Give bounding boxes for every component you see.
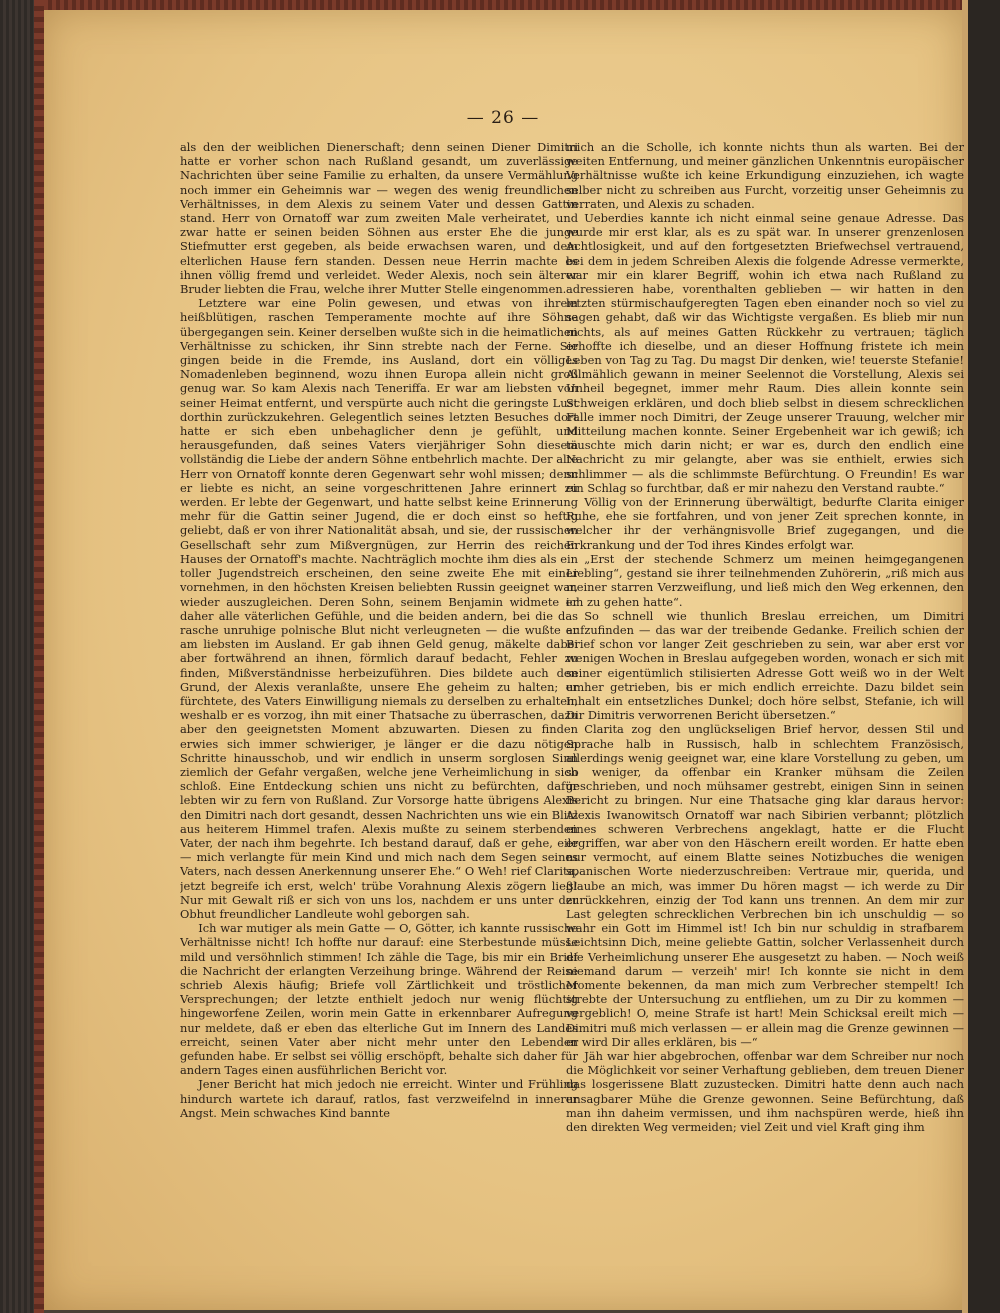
paragraph: mich an die Scholle, ich konnte nichts thun als warten. Bei der weiten Entfernung, und meiner gänzlichen Unkenntnis europäischer Verhältnisse wußte ich keine Erkundigung einzuziehen, ich wagte selber nicht zu schreiben aus Furcht, vorzeitig unser Geheimnis zu verraten, und Alexis zu schaden. bbox=[566, 140, 964, 211]
paragraph: Clarita zog den unglückseligen Brief hervor, dessen Stil und Sprache halb in Russisch, halb in schlechtem Französisch, allerdings wenig geeignet war, eine klare Vorstellung zu geben, um so weniger, da offenbar ein Kranker mühsam die Zeilen geschrieben, und noch mühsamer gestrebt, einigen Sinn in seinen Bericht zu bringen. Nur eine Thatsache ging klar daraus hervor: Alexis Iwanowitsch Ornatoff war nach Sibirien verbannt; plötzlich eines schweren Verbrechens angeklagt, hatte er die Flucht ergriffen, war aber von den Häschern ereilt worden. Er hatte eben nur vermocht, auf einem Blatte seines Notizbuches die wenigen spanischen Worte niederzuschreiben: Vertraue mir, querida, und glaube an mich, was immer Du hören magst — ich werde zu Dir zurückkehren, einzig der Tod kann uns trennen. An dem mir zur Last gelegten schrecklichen Verbrechen bin ich unschuldig — so wahr ein Gott im Himmel ist! Ich bin nur schuldig in strafbarem Leichtsinn Dich, meine geliebte Gattin, solcher Verlassenheit durch die Verheimlichung unserer Ehe ausgesetzt zu haben. — Noch weiß niemand darum — verzeih' mir! Ich konnte sie nicht in dem Momente bekennen, da man mich zum Verbrecher stempelt! Ich strebte der Untersuchung zu entfliehen, um zu Dir zu kommen — vergeblich! O, meine Strafe ist hart! Mein Schicksal ereilt mich — Dimitri muß mich verlassen — er allein mag die Grenze gewinnen — er wird Dir alles erklären, bis —“ bbox=[566, 722, 964, 1049]
binding-spine bbox=[34, 0, 44, 1313]
paragraph: „Erst der stechende Schmerz um meinen heimgegangenen Liebling“, gestand sie ihrer teilnehmenden Zuhörerin, „riß mich aus meiner starren Verzweiflung, und ließ mich den Weg erkennen, den ich zu gehen hatte“. bbox=[566, 551, 964, 609]
left-column bbox=[180, 140, 578, 1250]
paragraph: Jäh war hier abgebrochen, offenbar war dem Schreiber nur noch die Möglichkeit vor seiner Verhaftung geblieben, dem treuen Diener das losgerissene Blatt zuzustecken. Dimitri hatte denn auch nach unsagbarer Mühe die Grenze gewonnen. Seine Befürchtung, daß man ihn daheim vermissen, und ihm nachspüren werde, hieß ihn den direkten Weg vermeiden; viel Zeit und viel Kraft ging ihm bbox=[566, 1049, 964, 1135]
paragraph: Letztere war eine Polin gewesen, und etwas von ihrem heißblütigen, raschen Temperamente mochte auf ihre Söhne übergegangen sein. Keiner derselben wußte sich in die heimatlichen Verhältnisse zu schicken, ihr Sinn strebte nach der Ferne. Sie gingen beide in die Fremde, ins Ausland, dort ein völliges Nomadenleben beginnend, wozu ihnen Europa allein nicht groß genug war. So kam Alexis nach Teneriffa. Er war am liebsten von seiner Heimat entfernt, und verspürte auch nicht die geringste Lust dorthin zurückzukehren. Gelegentlich seines letzten Besuches dort hatte er sich eben unbehaglicher denn je gefühlt, und herausgefunden, daß seines Vaters vierjähriger Sohn diesem vollständig die Liebe der andern Söhne entbehrlich machte. Der alte Herr von Ornatoff konnte deren Gegenwart sehr wohl missen; denn er liebte es nicht, an seine vorgeschrittenen Jahre erinnert zu werden. Er lebte der Gegenwart, und hatte selbst keine Erinnerung mehr für die Gattin seiner Jugend, die er doch einst so heftig geliebt, daß er von ihrer Nationalität absah, und sie, der russischen Gesellschaft sehr zum Mißvergnügen, zur Herrin des reichen Hauses der Ornatoff's machte. Nachträglich mochte ihm dies als ein toller Jugendstreich erscheinen, den seine zweite Ehe mit einer vornehmen, in den höchsten Kreisen beliebten Russin geeignet war, wieder auszugleichen. Deren Sohn, seinem Benjamin widmete er daher alle väterlichen Gefühle, und die beiden andern, bei die das rasche unruhige polnische Blut nicht verleugneten — die wußte er am liebsten im Ausland. Er gab ihnen Geld genug, mäkelte dabei aber fortwährend an ihnen, förmlich darauf bedacht, Fehler zu finden, Mißverständnisse herbeizuführen. Dies bildete auch den Grund, der Alexis veranlaßte, unsere Ehe geheim zu halten; er fürchtete, des Vaters Einwilligung niemals zu derselben zu erhalten, weshalb er es vorzog, ihn mit einer Thatsache zu überraschen, dazu aber den geeignetsten Moment abzuwarten. Diesen zu finden erwies sich immer schwieriger, je länger er die dazu nötigen Schritte hinausschob, und wir endlich in unserm sorglosen Sinn ziemlich der Gefahr vergaßen, welche jene Verheimlichung in sich schloß. Eine Entdeckung schien uns nicht zu befürchten, dafür lebten wir zu fern von Rußland. Zur Vorsorge hatte übrigens Alexis den Dimitri nach dort gesandt, dessen Nachrichten uns wie ein Blitz aus heiterem Himmel trafen. Alexis mußte zu seinem sterbenden Vater, der nach ihm begehrte. Ich bestand darauf, daß er gehe, eile — mich verlangte für mein Kind und mich nach dem Segen seines Vaters, nach dessen Anerkennung unserer Ehe.“ O Weh! rief Clarita, jetzt begreife ich erst, welch' trübe Vorahnung Alexis zögern ließ! Nur mit Gewalt riß er sich von uns los, nachdem er uns unter der Obhut freundlicher Landleute wohl geborgen sah. bbox=[180, 296, 578, 921]
book-binding bbox=[0, 0, 34, 1313]
paragraph: Ich war mutiger als mein Gatte — O, Götter, ich kannte russische Verhältnisse nicht! Ich hoffte nur darauf: eine Sterbestunde müsse mild und versöhnlich stimmen! Ich zähle die Tage, bis mir ein Brief die Nachricht der erlangten Verzeihung bringe. Während der Reise schrieb Alexis häufig; Briefe voll Zärtlichkeit und tröstlicher Versprechungen; der letzte enthielt jedoch nur wenig flüchtig hingeworfene Zeilen, worin mein Gatte in erkennbarer Aufregung nur meldete, daß er eben das elterliche Gut im Innern des Landes erreicht, seinen Vater aber nicht mehr unter den Lebenden gefunden habe. Er selbst sei völlig erschöpft, behalte sich daher für andern Tages einen ausführlichen Bericht vor. bbox=[180, 921, 578, 1078]
paragraph: Völlig von der Erinnerung überwältigt, bedurfte Clarita einiger Ruhe, ehe sie fortfahren, und von jener Zeit sprechen konnte, in welcher ihr der verhängnisvolle Brief zugegangen, und die Erkrankung und der Tod ihres Kindes erfolgt war. bbox=[566, 495, 964, 552]
paragraph: So schnell wie thunlich Breslau erreichen, um Dimitri aufzufinden — das war der treibende Gedanke. Freilich schien der Brief schon vor langer Zeit geschrieben zu sein, war aber erst vor wenigen Wochen in Breslau aufgegeben worden, wonach er sich mit seiner eigentümlich stilisierten Adresse Gott weiß wo in der Welt umher getrieben, bis er mich endlich erreichte. Dazu bildet sein Inhalt ein entsetzliches Dunkel; doch höre selbst, Stefanie, ich will Dir Dimitris verworrenen Bericht übersetzen.“ bbox=[566, 608, 964, 723]
right-column bbox=[566, 140, 964, 1250]
paragraph: als den der weiblichen Dienerschaft; denn seinen Diener Dimitri hatte er vorher schon nach Rußland gesandt, um zuverlässige Nachrichten über seine Familie zu erhalten, da unsere Vermählung noch immer ein Geheimnis war — wegen des wenig freundlichen Verhältnisses, in dem Alexis zu seinem Vater und dessen Gattin stand. Herr von Ornatoff war zum zweiten Male verheiratet, und zwar hatte er seinen beiden Söhnen aus erster Ehe die junge Stiefmutter erst gegeben, als beide erwachsen waren, und dem elterlichen Hause fern standen. Dessen neue Herrin machte es ihnen völlig fremd und verleidet. Weder Alexis, noch sein älterer Bruder liebten die Frau, welche ihrer Mutter Stelle eingenommen. bbox=[180, 140, 578, 297]
document-page bbox=[44, 10, 962, 1310]
paragraph: Ueberdies kannte ich nicht einmal seine genaue Adresse. Das wurde mir erst klar, als es zu spät war. In unserer grenzenlosen Achtlosigkeit, und auf den fortgesetzten Briefwechsel vertrauend, bei dem in jedem Schreiben Alexis die folgende Adresse vermerkte, war mir ein klarer Begriff, wohin ich etwa nach Rußland zu adressieren habe, vorenthalten geblieben — wir hatten in den letzten stürmischaufgeregten Tagen eben einander noch so viel zu sagen gehabt, daß wir das Wichtigste vergaßen. Es blieb mir nun nichts, als auf meines Gatten Rückkehr zu vertrauen; täglich erhoffte ich dieselbe, und an dieser Hoffnung fristete ich mein Leben von Tag zu Tag. Du magst Dir denken, wie! teuerste Stefanie! Allmählich gewann in meiner Seelennot die Vorstellung, Alexis sei Unheil begegnet, immer mehr Raum. Dies allein konnte sein Schweigen erklären, und doch blieb selbst in diesem schrecklichen Falle immer noch Dimitri, der Zeuge unserer Trauung, welcher mir Mitteilung machen konnte. Seiner Ergebenheit war ich gewiß; ich täuschte mich darin nicht; er war es, durch den endlich eine Nachricht zu mir gelangte, aber was sie enthielt, erwies sich schlimmer — als die schlimmste Befürchtung. O Freundin! Es war ein Schlag so furchtbar, daß er mir nahezu den Verstand raubte.“ bbox=[566, 211, 964, 495]
page-edge bbox=[962, 0, 1000, 1313]
paragraph: Jener Bericht hat mich jedoch nie erreicht. Winter und Frühling hindurch wartete ich darauf, ratlos, fast verzweifelnd in innerer Angst. Mein schwaches Kind bannte bbox=[180, 1077, 578, 1120]
page-number: — 26 — bbox=[466, 108, 540, 128]
top-binding-strip bbox=[44, 0, 962, 10]
